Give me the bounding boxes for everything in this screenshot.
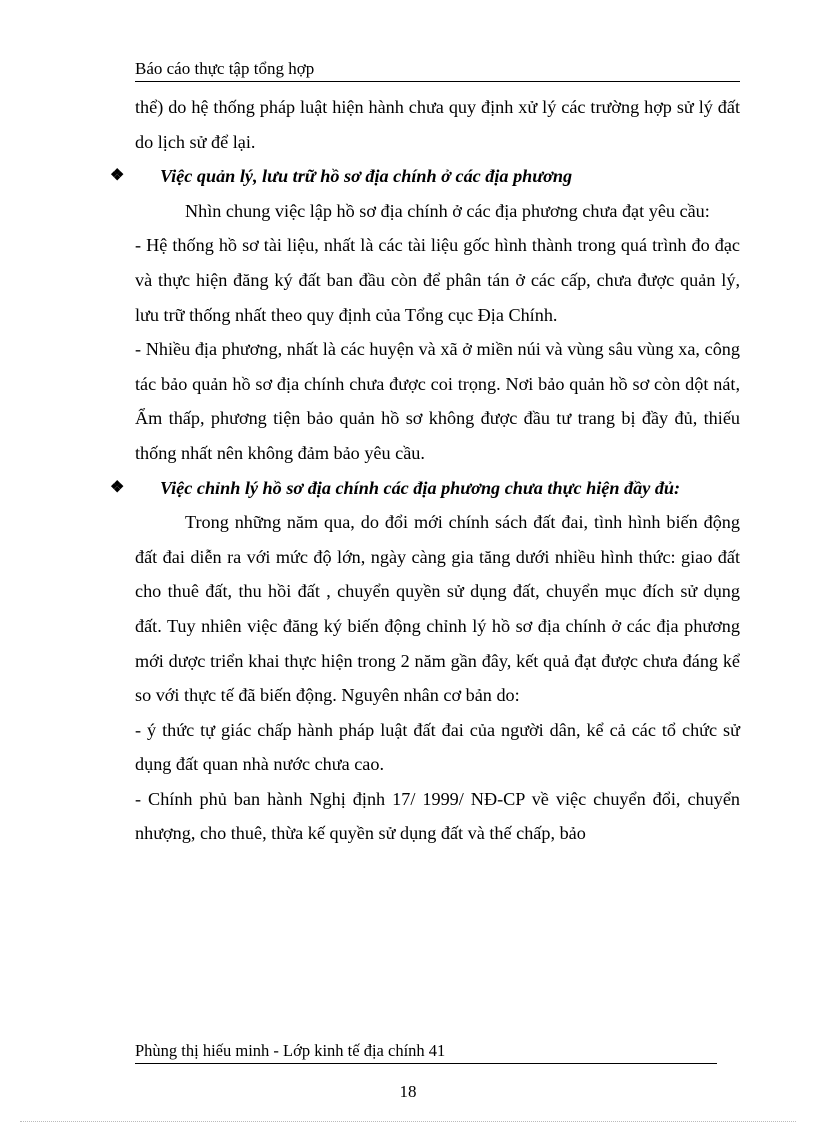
paragraph-records-system: - Hệ thống hồ sơ tài liệu, nhất là các tài liệu gốc hình thành trong quá trình đo đạc và thực hiện đăng ký đất ban đầu còn để phân tán ở các cấp, chưa được quản lý, lưu trữ thống nhất theo quy định của Tổng cục Địa Chính. — [135, 235, 740, 325]
paragraph-decree: - Chính phủ ban hành Nghị định 17/ 1999/ NĐ-CP về việc chuyển đổi, chuyển nhượng, cho thuê, thừa kế quyền sử dụng đất và thế chấp, bảo — [135, 788, 740, 844]
paragraph-localities: - Nhiều địa phương, nhất là các huyện và xã ở miền núi và vùng sâu vùng xa, công tác bảo quản hồ sơ địa chính chưa được coi trọng. Nơi bảo quản hồ sơ còn dột nát, Ẩm thấp, phương tiện bảo quản hồ sơ không được đầu tư trang bị đầy đủ, thiếu thống nhất nên không đảm bảo yêu cầu. — [135, 339, 740, 463]
paragraph-overview: Nhìn chung việc lập hồ sơ địa chính ở các địa phương chưa đạt yêu cầu: — [185, 200, 710, 221]
section-heading-text: Việc chỉnh lý hồ sơ địa chính các địa phương chưa thực hiện đầy đủ: — [160, 477, 681, 498]
paragraph-continuation: thể) do hệ thống pháp luật hiện hành chưa quy định xử lý các trường hợp sử lý đất do lịch sử để lại. — [135, 97, 740, 152]
section-heading-text: Việc quản lý, lưu trữ hồ sơ địa chính ở các địa phương — [160, 166, 573, 187]
section-heading-archiving — [110, 159, 740, 194]
bullet-diamond-icon: ❖ — [110, 167, 125, 185]
paragraph-awareness: - ý thức tự giác chấp hành pháp luật đất đai của người dân, kể cả các tổ chức sử dụng đất quan nhà nước chưa cao. — [135, 719, 740, 775]
running-header: Báo cáo thực tập tổng hợp — [135, 58, 740, 82]
page-bottom-divider — [20, 1121, 796, 1122]
document-body — [110, 90, 740, 851]
paragraph-land-changes: Trong những năm qua, do đổi mới chính sách đất đai, tình hình biến động đất đai diễn ra với mức độ lớn, ngày càng gia tăng dưới nhiều hình thức: giao đất cho thuê đất, thu hồi đất , chuyển quyền sử dụng đất, chuyển mục đích sử dụng đất. Tuy nhiên việc đăng ký biến động chỉnh lý hồ sơ địa chính ở các địa phương mới dược triển khai thực hiện trong 2 năm gần đây, kết quả đạt được chưa đáng kể so với thực tế đã biến động. Nguyên nhân cơ bản do: — [135, 512, 740, 706]
section-heading-adjustment — [110, 471, 740, 506]
page-number: 18 — [399, 1082, 417, 1101]
bullet-diamond-icon: ❖ — [110, 478, 125, 496]
running-footer: Phùng thị hiếu minh - Lớp kinh tế địa chính 41 — [135, 1040, 717, 1064]
